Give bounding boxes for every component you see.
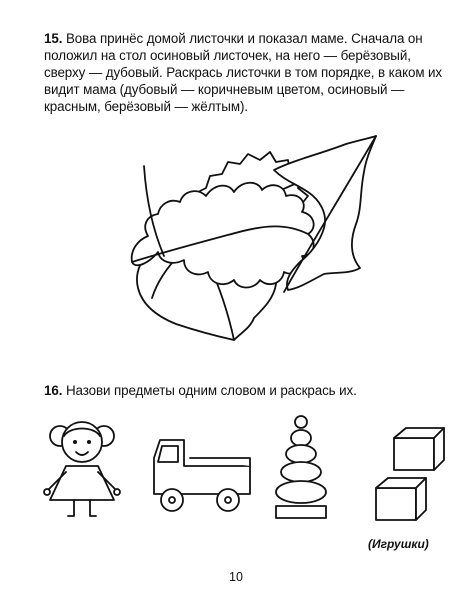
task-16-number: 16. [44,383,63,398]
doll-icon [38,414,126,522]
stacking-pyramid-icon [272,414,330,522]
task-15-number: 15. [44,31,63,46]
toy-truck-icon [150,436,254,518]
page-number: 10 [229,570,243,584]
toy-cube-icon [370,420,448,524]
answer-text: (Игрушки) [368,537,429,551]
task-16-text: Назови предметы одним словом и раскрась их. [62,383,357,398]
leaves-illustration [124,132,380,344]
task-16 [44,382,448,399]
task-15 [44,30,448,115]
task-15-text: Вова принёс домой листочки и показал маме. Сначала он положил на стол осиновый листочек, на него — берёзовый, сверху — дубовый. Раскрась листочки в том порядке, в каком их видит мама (дубовый — коричневым цветом, осиновый — красным, берёзовый — жёлтым). [44,31,443,114]
